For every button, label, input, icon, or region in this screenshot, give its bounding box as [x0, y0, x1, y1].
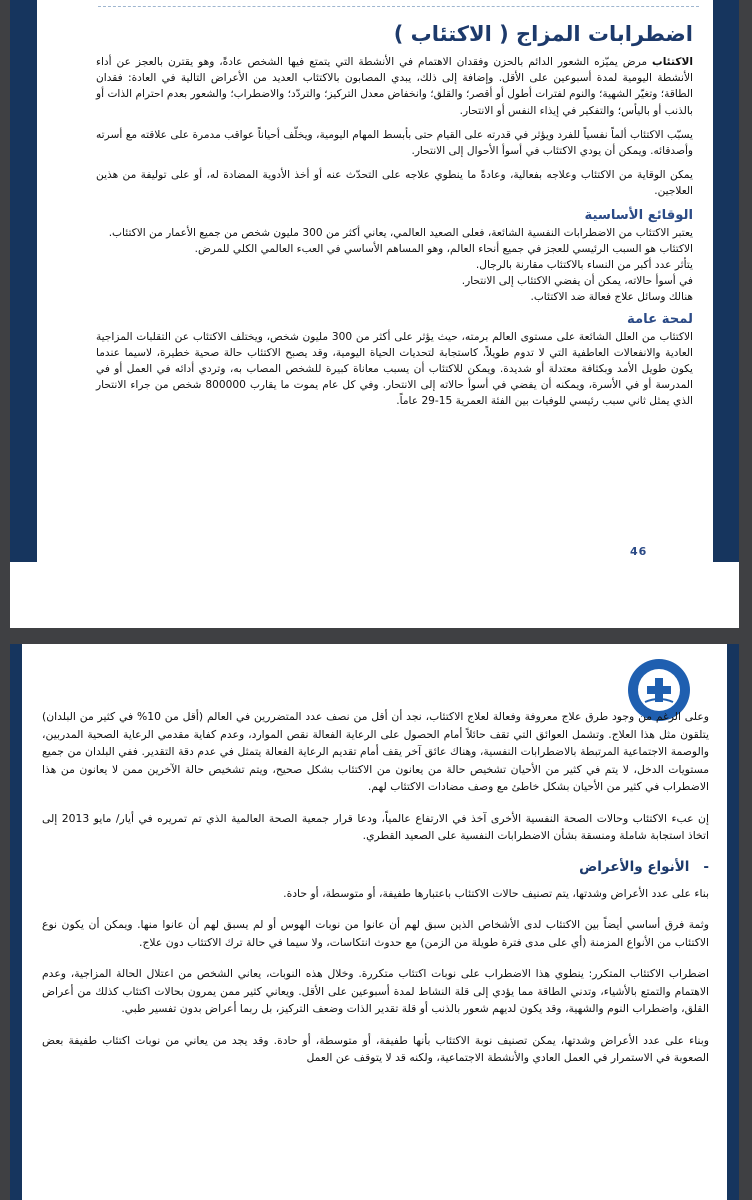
fact-item: هنالك وسائل علاج فعالة ضد الاكتئاب. — [530, 291, 693, 304]
document-page-46 — [10, 0, 739, 628]
consequences-paragraph: يسبّب الاكتئاب ألماً نفسياً للفرد ويؤثر في قدرته على القيام حتى بأبسط المهام اليومية، ويخلّف أحياناً عواقب مدمرة على علاقته مع أسرته وأصدقائه. ويمكن أن يودي الاكتئاب في أسوأ الأحوال إلى الانتحار. — [96, 128, 693, 158]
page-side-band-right — [713, 0, 739, 562]
types-heading-text: الأنواع والأعراض — [579, 858, 690, 875]
recurrent-paragraph: اضطراب الاكتئاب المتكرر: ينطوي هذا الاضطراب على نوبات اكتئاب متكررة. وخلال هذه النوبات، يعاني الشخص من اعتلال الحالة المزاجية، وعدم الاهتمام والتمتع بالأشياء، وتدني الطاقة مما يؤدي إلى قلة النشاط لمدة أسبوعين على الأقل. ويعاني كثير ممن يمرون بحالات اكتئاب كذلك من أعراض القلق، واضطراب النوم والشهية، وقد يكون لديهم شعور بالذنب أو قلة تقدير الذات وضعف التركيز، بل ربما أعراض بدون تفسير طبي. — [42, 967, 709, 1015]
episode-severity-paragraph: وبناء على عدد الأعراض وشدتها، يمكن تصنيف نوبة الاكتئاب بأنها طفيفة، أو متوسطة، أو حادة. وقد يجد من يعاني من نوبات اكتئاب طفيفة بعض الصعوبة في الاستمرار في العمل العادي والأنشطة الاجتماعية، ولكنه قد لا يتوقف عن العمل — [42, 1033, 709, 1064]
page-content — [42, 708, 709, 1081]
types-heading — [42, 859, 709, 875]
document-page-47 — [10, 644, 739, 1200]
fact-item: الاكتئاب هو السبب الرئيسي للعجز في جميع أنحاء العالم، وهو المساهم الأساسي في العبء العالمي الكلي للمرض. — [194, 242, 693, 255]
severity-paragraph: بناء على عدد الأعراض وشدتها، يتم تصنيف حالات الاكتئاب باعتبارها طفيفة، أو متوسطة، أو حادة. — [283, 886, 709, 900]
page-title: اضطرابات المزاج ( الاكتئاب ) — [393, 22, 693, 46]
page-number: 46 — [630, 545, 648, 558]
facts-list — [96, 225, 693, 306]
heading-dash: - — [703, 858, 709, 875]
overview-heading: لمحة عامة — [626, 311, 693, 327]
mania-paragraph: وثمة فرق أساسي أيضاً بين الاكتئاب لدى الأشخاص الذين سبق لهم أن عانوا من نوبات الهوس أو لم يسبق لهم أن عانوا منها. ويمكن أن يكون نوع الاكتئاب من الأنواع المزمنة (أي على مدى فترة طويلة من الزمن) مع حدوث انتكاسات، ولا سيما في حالة ترك الاكتئاب دون علاج. — [42, 918, 709, 949]
page-side-band-left — [10, 644, 22, 1200]
fact-item: يعتبر الاكتئاب من الاضطرابات النفسية الشائعة، فعلى الصعيد العالمي، يعاني أكثر من 300 مليون شخص من جميع الأعمار من الاكتئاب. — [108, 226, 693, 239]
treatment-gap-paragraph: وعلى الرغم من وجود طرق علاج معروفة وفعالة لعلاج الاكتئاب، نجد أن أقل من نصف عدد المتضررين في العالم (أقل من 10% في كثير من البلدان) يتلقون مثل هذا العلاج. وتشمل العوائق التي تقف حائلاً أمام الحصول على الرعاية الفعالة نقص الموارد، وعدم كفاية مقدمي الرعاية الصحية المدربين، والوصمة الاجتماعية المرتبطة بالاضطرابات النفسية، وهناك عائق آخر يقف أمام تقديم الرعاية الفعالة يتمثل في عدم دقة التقدير. ففي البلدان من جميع مستويات الدخل، لا يتم في كثير من الأحيان تشخيص حالة من يعانون من الاكتئاب بشكل صحيح، ويتم تشخيص حالة الآخرين ممن لا يعانون من هذا الاضطراب في كثير من الأحيان بشكل خاطئ مع وصف مضادات الاكتئاب لهم. — [42, 710, 709, 793]
page-side-band-left — [10, 0, 37, 562]
intro-text: مرض يميّزه الشعور الدائم بالحزن وفقدان الاهتمام في الأنشطة التي يتمتع فيها الشخص عادةً، وهو يقترن بالعجز عن أداء الأنشطة اليومية لمدة أسبوعين على الأقل. وإضافة إلى ذلك، يبدي المصابون بالاكتئاب العديد من الأعراض التالية في العادة: فقدان الطاقة؛ وتغيّر الشهية؛ والنوم لفترات أطول أو أقصر؛ والقلق؛ وانخفاض معدل التركيز؛ والتردّد؛ والاضطراب؛ والشعور بعدم احترام الذات أو بالذنب أو باليأس؛ والتفكير في إيذاء النفس أو الانتحار. — [96, 56, 693, 117]
top-dashed-rule — [98, 6, 699, 7]
fact-item: في أسوأ حالاته، يمكن أن يفضي الاكتئاب إلى الانتحار. — [461, 275, 693, 288]
burden-paragraph: إن عبء الاكتئاب وحالات الصحة النفسية الأخرى آخذ في الارتفاع عالمياً، ودعا قرار جمعية الصحة العالمية الذي تم تمريره في أيار/ مايو 2013 إلى اتخاذ استجابة شاملة ومنسقة بشأن الاضطرابات النفسية على الصعيد القطري. — [42, 811, 709, 842]
overview-paragraph: الاكتئاب من العلل الشائعة على مستوى العالم برمته، حيث يؤثر على أكثر من 300 مليون شخص، ويختلف الاكتئاب عن التقلبات المزاجية العادية والانفعالات العاطفية التي لا تدوم طويلاً، كاستجابة لتحديات الحياة اليومية، وقد يصبح الاكتئاب حالة صحية خطيرة، لاسيما عندما يكون طويل الأمد وبكثافة معتدلة أو شديدة. ويمكن للاكتئاب أن يسبب معاناة كبيرة للشخص المصاب به، وتردي أدائه في العمل أو في المدرسة أو في الأسرة، ويمكنه أن يفضي في أسوأ حالاته إلى الانتحار. وفي كل عام يموت ما يقارب 800000 شخص من جراء الانتحار الذي يمثل ثاني سبب رئيسي للوفيات بين الفئة العمرية 15-29 عاماً. — [96, 330, 693, 408]
facts-heading: الوقائع الأساسية — [584, 207, 693, 223]
fact-item: يتأثر عدد أكبر من النساء بالاكتئاب مقارنة بالرجال. — [475, 259, 693, 272]
page-side-band-right — [727, 644, 739, 1200]
page-content — [96, 18, 693, 418]
intro-term: الاكتئاب — [652, 56, 693, 68]
prevention-paragraph: يمكن الوقاية من الاكتئاب وعلاجه بفعالية، وعادةً ما ينطوي علاجه على التحدّث عنه أو أخذ الأدوية المضادة له، أو على توليفة من هذين العلاجين. — [96, 169, 693, 198]
intro-paragraph — [96, 54, 693, 119]
